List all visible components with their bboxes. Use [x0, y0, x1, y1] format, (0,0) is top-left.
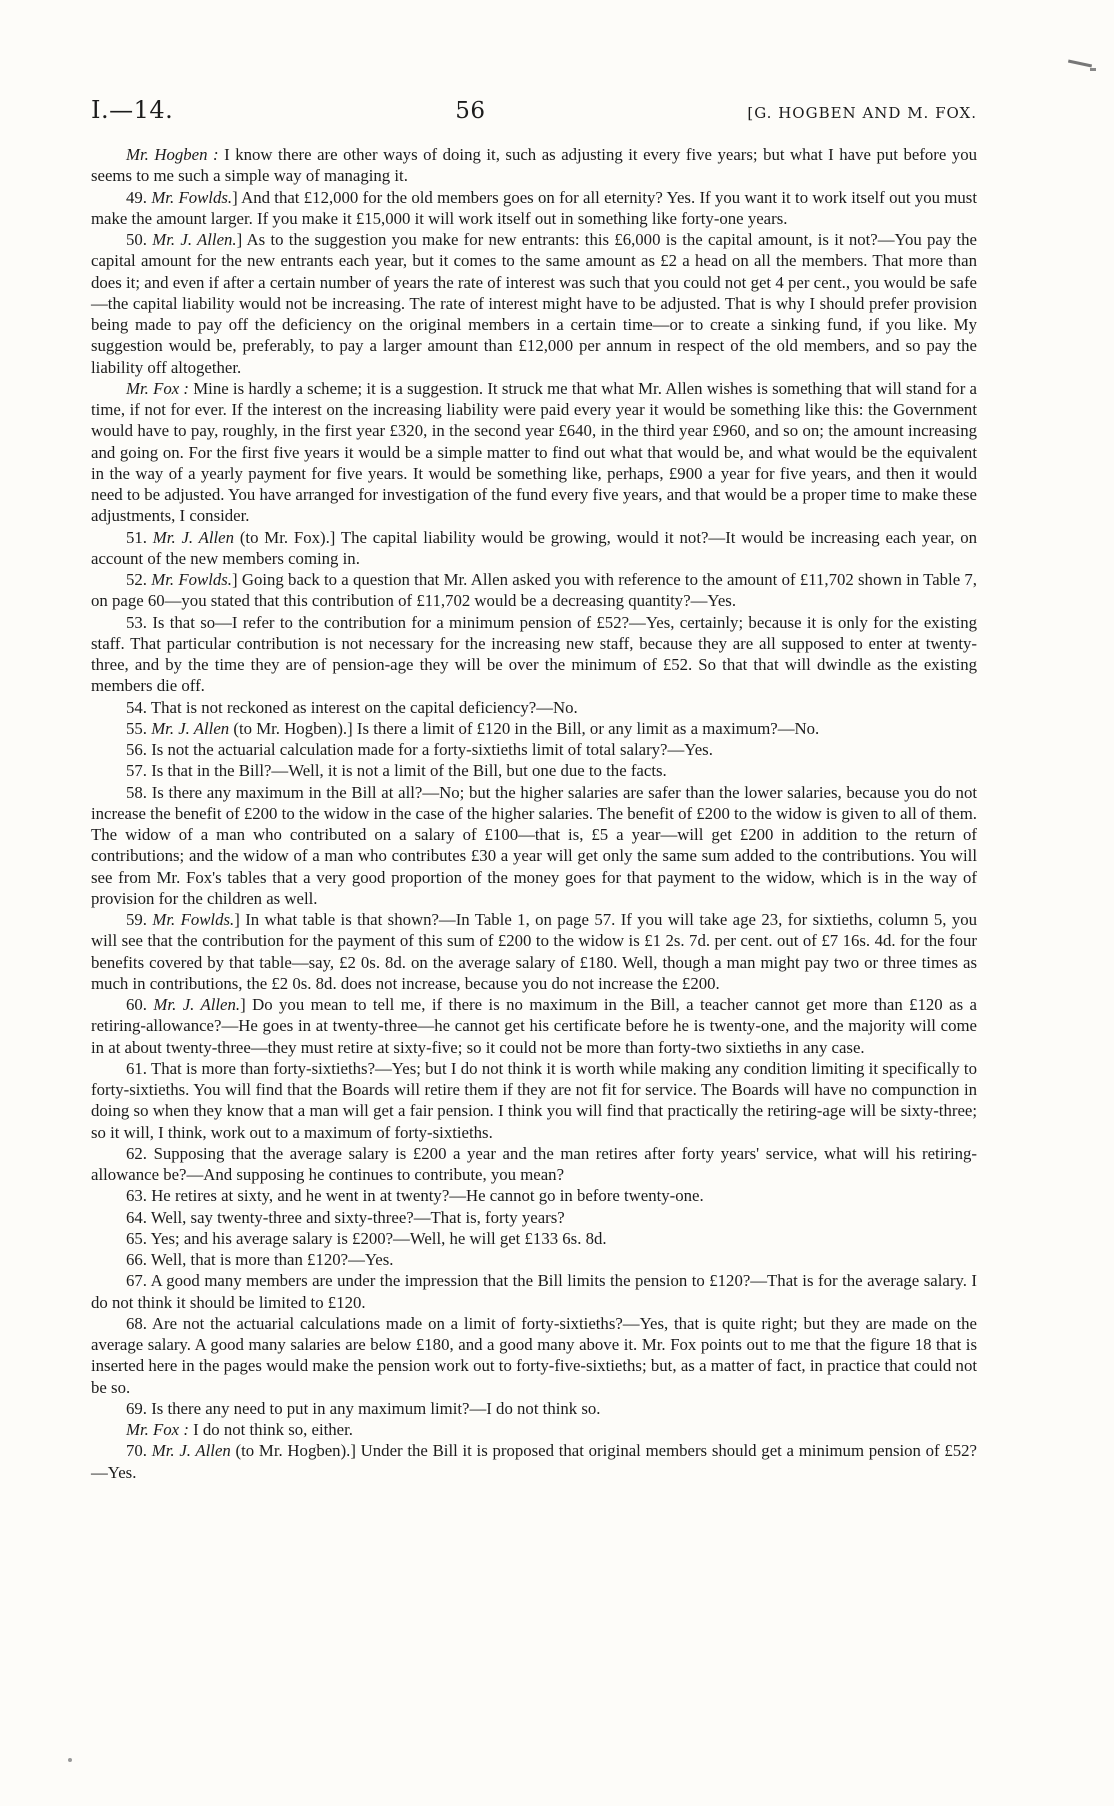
paragraph-text: He retires at sixty, and he went in at twenty?—He cannot go in before twenty-one.: [151, 1186, 704, 1206]
paragraph-text: Are not the actuarial calculations made on a limit of forty-sixtieths?—Yes, that is quite right; but they are made on the average salary. A good many salaries are below £180, and a good many above it. Mr. Fox points out to me that the figure 18 that is inserted here in the pages would make the pension work out to forty-five-sixtieths; but, as a matter of fact, in practice that could not be so.: [91, 1313, 977, 1397]
question-number: 53.: [126, 612, 147, 632]
paragraph: [91, 144, 977, 187]
paragraph: [91, 1313, 977, 1398]
speaker: Mr. J. Allen: [151, 1441, 231, 1461]
question-number: 52.: [126, 570, 147, 589]
paragraph-text: Is that in the Bill?—Well, it is not a limit of the Bill, but one due to the facts.: [151, 761, 667, 781]
question-number: 70.: [126, 1441, 147, 1461]
speaker: Mr. J. Allen.: [152, 230, 237, 249]
paragraph-text: Well, say twenty-three and sixty-three?—That is, forty years?: [150, 1207, 565, 1227]
question-number: 63.: [126, 1186, 147, 1206]
paragraph: [91, 187, 977, 230]
paragraph-text: I know there are other ways of doing it, such as adjusting it every five years; but what I have put before you seems to me such a simple way of managing it.: [91, 145, 978, 186]
paragraph: [91, 718, 977, 739]
paragraph-text: Is there any maximum in the Bill at all?—No; but the higher salaries are safer than the lower salaries, because you do not increase the benefit of £200 to the widow in the case of the higher salaries. The benefit of £200 to the widow is given to all of them. The widow of a man who contributed on a salary of £100—that is, £5 a year—will get £200 in addition to the return of contributions; and the widow of a man who contributes £30 a year will get only the same sum added to the contributions. You will see from Mr. Fox's tables that a very good proportion of the money goes for that payment to the widow, which is in the way of provision for the children as well.: [91, 782, 977, 908]
paragraph-text: (to Mr. Hogben).] Is there a limit of £120 in the Bill, or any limit as a maximum?—No.: [229, 718, 820, 738]
paragraph-text: ] As to the suggestion you make for new entrants: this £6,000 is the capital amount, is it not?—You pay the capital amount for the new entrants each year, but it comes to the same amount as £2 a head on all the members. That more than does it; and even if after a certain number of years the rate of interest was such that you could not get 4 per cent., you would be safe—the capital liability would not be increasing. The rate of interest might have to be adjusted. That is why I should prefer provision being made to pay off the deficiency on the original members in a certain time—or to create a sinking fund, if you like. My suggestion would be, preferably, to pay a larger amount than £12,000 per annum in respect of the old members, and so pay the liability off altogether.: [91, 230, 977, 377]
paragraph-text: I do not think so, either.: [188, 1420, 353, 1439]
page-number: 56: [455, 98, 486, 124]
document-page: [91, 96, 977, 1483]
page-header: [91, 96, 977, 144]
question-number: 55.: [126, 718, 147, 738]
paragraph: [91, 760, 977, 781]
paragraph: [91, 739, 977, 760]
speaker: Mr. Fox :: [126, 1420, 189, 1439]
paragraph-text: ] In what table is that shown?—In Table 1, on page 57. If you will take age 23, for sixtieths, column 5, you will see that the contribution for the payment of this sum of £200 to the widow is £1 2s. 7d. per cent. out of £7 16s. 4d. for the four benefits covered by that table—say, £2 0s. 8d. on the average salary of £180. Well, though a man might pay two or three times as much in contributions, the £2 0s. 8d. does not increase, because you do not increase the £200.: [91, 910, 977, 993]
paragraph-text: Is there any need to put in any maximum limit?—I do not think so.: [151, 1398, 601, 1418]
paragraph: [91, 1143, 977, 1186]
paragraph-text: Yes; and his average salary is £200?—Well, he will get £133 6s. 8d.: [150, 1228, 607, 1248]
paragraph: [91, 782, 977, 910]
scan-speck: [68, 1758, 72, 1762]
paragraph: [91, 612, 977, 697]
question-number: 56.: [126, 740, 147, 759]
paragraph: [91, 1419, 977, 1440]
paragraph: [91, 1270, 977, 1313]
speaker: Mr. J. Allen: [151, 718, 230, 738]
paragraph-text: ] Going back to a question that Mr. Allen asked you with reference to the amount of £11,702 shown in Table 7, on page 60—you stated that this contribution of £11,702 would be a decreasing quantity?—Yes.: [91, 570, 977, 611]
question-number: 49.: [126, 187, 147, 207]
paragraph: [91, 378, 977, 527]
question-number: 64.: [126, 1207, 147, 1227]
paragraph-text: ] Do you mean to tell me, if there is no maximum in the Bill, a teacher cannot get more than £120 as a retiring-allowance?—He goes in at twenty-three—he cannot get his certificate before he is twenty-one, and the majority will come in at about twenty-three—they must retire at sixty-five; so it could not be more than forty-two sixtieths in any case.: [91, 995, 977, 1057]
paragraph: [91, 909, 977, 994]
speaker: Mr. Hogben :: [126, 145, 219, 164]
paragraph: [91, 1185, 977, 1206]
question-number: 51.: [126, 527, 147, 547]
scan-mark: [1068, 60, 1092, 68]
question-number: 57.: [126, 761, 147, 781]
question-number: 66.: [126, 1250, 147, 1269]
paragraph-text: That is not reckoned as interest on the capital deficiency?—No.: [150, 697, 578, 717]
question-number: 50.: [126, 230, 147, 249]
speaker: Mr. Fox :: [126, 378, 190, 398]
paragraph-text: Supposing that the average salary is £200 a year and the man retires after forty years' service, what will his retiring-allowance be?—And supposing he continues to contribute, you mean?: [91, 1143, 978, 1184]
witness-names: [G. HOGBEN AND M. FOX.: [747, 104, 977, 122]
question-number: 54.: [126, 697, 147, 717]
question-number: 62.: [126, 1143, 147, 1163]
paper-reference: I.—14.: [91, 96, 174, 124]
speaker: Mr. Fowlds.: [152, 910, 235, 929]
paragraph-text: Well, that is more than £120?—Yes.: [150, 1250, 394, 1269]
speaker: Mr. Fowlds.: [151, 187, 233, 207]
question-number: 61.: [126, 1058, 147, 1078]
paragraph: [91, 994, 977, 1058]
paragraph-text: Mine is hardly a scheme; it is a suggestion. It struck me that what Mr. Allen wishes is something that will stand for a time, if not for ever. If the interest on the increasing liability were paid every year it would be something like this: the Government would have to pay, roughly, in the first year £320, in the second year £640, in the third year £960, and so on; the amount increasing and going on. For the first five years it would be a simple matter to find out what that would be, and what would be the equivalent in the way of a yearly payment for five years. It would be something like, perhaps, £900 a year for five years, and then it would need to be adjusted. You have arranged for investigation of the fund every five years, and that would be a proper time to make these adjustments, I consider.: [91, 378, 977, 526]
speaker: Mr. J. Allen: [152, 527, 235, 547]
paragraph: [91, 1207, 977, 1228]
paragraph: [91, 1228, 977, 1249]
speaker: Mr. Fowlds.: [151, 570, 232, 589]
document-body: [91, 144, 977, 1483]
question-number: 59.: [126, 910, 147, 929]
paragraph: [91, 1440, 977, 1483]
paragraph-text: ] And that £12,000 for the old members goes on for all eternity? Yes. If you want it to work itself out you must make the amount larger. If you make it £15,000 it will work itself out in something like forty-one years.: [91, 187, 977, 228]
speaker: Mr. J. Allen.: [153, 995, 241, 1014]
paragraph: [91, 1398, 977, 1419]
paragraph: [91, 229, 977, 378]
paragraph-text: That is more than forty-sixtieths?—Yes; but I do not think it is worth while making any condition limiting it specifically to forty-sixtieths. You will find that the Boards will retire them if they are not fit for service. The Boards will have no compunction in doing so when they know that a man will get a fair pension. I think you will find that practically the retiring-age will be sixty-three; so it will, I think, work out to a maximum of forty-sixtieths.: [91, 1058, 977, 1142]
question-number: 60.: [126, 995, 147, 1014]
paragraph-text: Is that so—I refer to the contribution for a minimum pension of £52?—Yes, certainly; because it is only for the existing staff. That particular contribution is not necessary for the increasing new staff, because they are all supposed to enter at twenty-three, and by the time they are of pension-age they will be over the minimum of £52. So that that will dwindle as the existing members die off.: [91, 612, 977, 696]
paragraph: [91, 697, 977, 718]
question-number: 65.: [126, 1228, 147, 1248]
paragraph: [91, 569, 977, 612]
question-number: 58.: [126, 782, 147, 802]
paragraph: [91, 1249, 977, 1270]
paragraph-text: A good many members are under the impression that the Bill limits the pension to £120?—That is for the average salary. I do not think it should be limited to £120.: [91, 1271, 977, 1312]
scan-mark: [1090, 68, 1096, 71]
paragraph-text: (to Mr. Fox).] The capital liability would be growing, would it not?—It would be increasing each year, on account of the new members coming in.: [91, 527, 977, 568]
paragraph: [91, 1058, 977, 1143]
paragraph-text: Is not the actuarial calculation made for a forty-sixtieths limit of total salary?—Yes.: [151, 740, 713, 759]
paragraph: [91, 527, 977, 570]
question-number: 69.: [126, 1398, 147, 1418]
question-number: 67.: [126, 1271, 147, 1291]
question-number: 68.: [126, 1313, 147, 1333]
paragraph-text: (to Mr. Hogben).] Under the Bill it is proposed that original members should get a minimum pension of £52?—Yes.: [91, 1441, 978, 1482]
